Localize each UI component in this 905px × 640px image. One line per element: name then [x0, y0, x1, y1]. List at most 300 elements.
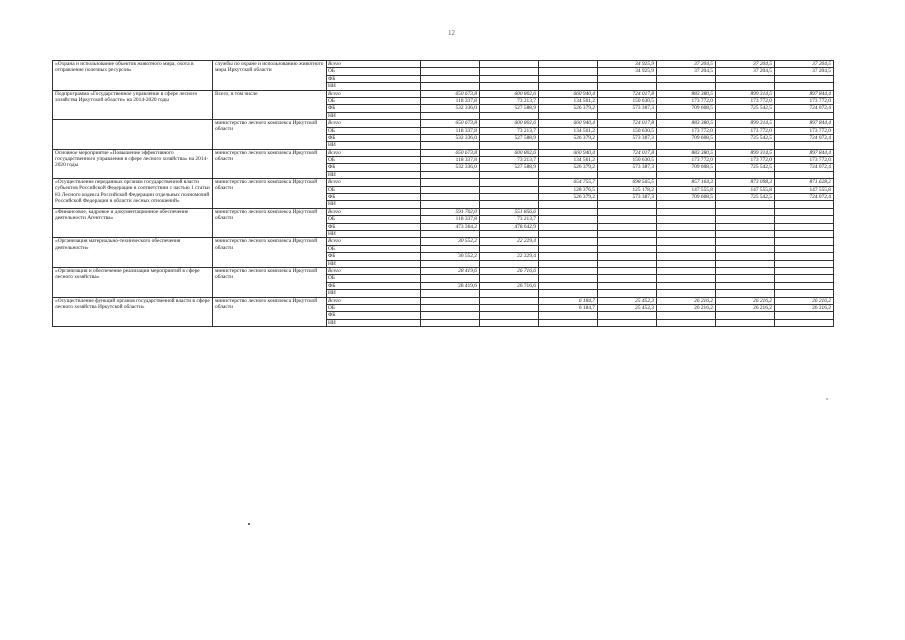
amount-cell	[539, 312, 598, 319]
funding-source-cell: ФБ	[327, 312, 421, 319]
amount-cell	[775, 282, 834, 289]
amount-cell	[480, 304, 539, 311]
amount-cell	[421, 142, 480, 149]
amount-cell: 28 419,6	[421, 267, 480, 274]
amount-cell	[775, 230, 834, 237]
funding-source-cell: ФБ	[327, 253, 421, 260]
amount-cell: 551 856,6	[480, 208, 539, 215]
amount-cell	[598, 282, 657, 289]
funding-source-cell: НИ	[327, 112, 421, 119]
amount-cell: 134 561,2	[539, 97, 598, 104]
executor-cell: Всего, в том числе	[213, 90, 327, 120]
amount-cell	[480, 179, 539, 186]
amount-cell: 650 673,8	[421, 90, 480, 97]
funding-source-cell: ФБ	[327, 134, 421, 141]
amount-cell: 724 072,4	[775, 105, 834, 112]
funding-source-cell: ОБ	[327, 245, 421, 252]
amount-cell: 871 628,2	[775, 179, 834, 186]
program-name-cell: «Осуществление переданных органам государственной власти субъектов Российской Федерации в соответствии с частью 1 статьи 83 Лесного кодекса Российской Федерации отдельных полномочий Российской Федерации в области лесных отношений»	[53, 179, 213, 209]
amount-cell: 26 216,2	[775, 304, 834, 311]
amount-cell: 654 755,7	[539, 179, 598, 186]
amount-cell	[775, 267, 834, 274]
amount-cell: 150 630,5	[598, 97, 657, 104]
amount-cell	[657, 267, 716, 274]
program-name-cell: «Организация материально-технического обеспечения деятельности»	[53, 238, 213, 268]
amount-cell: 725 542,5	[716, 194, 775, 201]
funding-source-cell: Всего	[327, 297, 421, 304]
amount-cell: 873 098,3	[716, 179, 775, 186]
amount-cell: 899 314,5	[716, 90, 775, 97]
funding-source-cell: НИ	[327, 230, 421, 237]
amount-cell	[775, 201, 834, 208]
funding-source-cell: ФБ	[327, 282, 421, 289]
amount-cell: 134 561,2	[539, 157, 598, 164]
amount-cell: 173 772,0	[716, 157, 775, 164]
amount-cell: 883 380,5	[657, 90, 716, 97]
amount-cell: 698 565,5	[598, 179, 657, 186]
amount-cell: 526 379,2	[539, 105, 598, 112]
amount-cell	[598, 112, 657, 119]
amount-cell	[657, 223, 716, 230]
funding-source-cell: ФБ	[327, 105, 421, 112]
amount-cell	[480, 112, 539, 119]
amount-cell	[657, 282, 716, 289]
amount-cell	[775, 260, 834, 267]
amount-cell: 591 702,0	[421, 208, 480, 215]
amount-cell	[716, 245, 775, 252]
amount-cell: 899 314,5	[716, 149, 775, 156]
amount-cell	[775, 223, 834, 230]
amount-cell	[480, 142, 539, 149]
amount-cell: 173 772,0	[775, 97, 834, 104]
amount-cell: 173 772,0	[716, 97, 775, 104]
amount-cell: 147 555,8	[775, 186, 834, 193]
amount-cell	[539, 208, 598, 215]
amount-cell: 650 673,8	[421, 120, 480, 127]
amount-cell	[657, 312, 716, 319]
amount-cell	[598, 75, 657, 82]
funding-source-cell: ФБ	[327, 75, 421, 82]
amount-cell	[421, 312, 480, 319]
amount-cell	[421, 112, 480, 119]
funding-source-cell: НИ	[327, 290, 421, 297]
amount-cell	[539, 112, 598, 119]
amount-cell: 26 716,6	[480, 282, 539, 289]
amount-cell: 118 337,8	[421, 216, 480, 223]
amount-cell	[657, 253, 716, 260]
amount-cell	[421, 275, 480, 282]
amount-cell	[775, 112, 834, 119]
amount-cell	[598, 319, 657, 326]
amount-cell: 532 336,0	[421, 134, 480, 141]
amount-cell	[539, 290, 598, 297]
funding-source-cell: ОБ	[327, 127, 421, 134]
amount-cell: 600 802,6	[480, 120, 539, 127]
amount-cell: 26 716,6	[480, 267, 539, 274]
amount-cell	[421, 290, 480, 297]
amount-cell	[775, 253, 834, 260]
amount-cell: 25 452,3	[598, 297, 657, 304]
amount-cell: 173 772,0	[657, 127, 716, 134]
amount-cell: 600 802,6	[480, 149, 539, 156]
amount-cell: 118 337,8	[421, 97, 480, 104]
amount-cell	[480, 290, 539, 297]
amount-cell: 26 216,2	[657, 304, 716, 311]
amount-cell	[775, 238, 834, 245]
amount-cell	[539, 245, 598, 252]
amount-cell	[539, 275, 598, 282]
amount-cell	[657, 230, 716, 237]
amount-cell	[716, 238, 775, 245]
amount-cell: 26 216,2	[716, 297, 775, 304]
amount-cell: 22 229,4	[480, 238, 539, 245]
amount-cell: 724 072,4	[775, 164, 834, 171]
amount-cell: 125 178,2	[598, 186, 657, 193]
amount-cell	[775, 142, 834, 149]
funding-source-cell: Всего	[327, 179, 421, 186]
amount-cell	[657, 275, 716, 282]
amount-cell	[598, 230, 657, 237]
amount-cell	[716, 282, 775, 289]
executor-cell: службы по охране и использованию животного мира Иркутской области	[213, 61, 327, 91]
amount-cell	[480, 297, 539, 304]
funding-source-cell: НИ	[327, 319, 421, 326]
amount-cell	[775, 290, 834, 297]
program-name-cell	[53, 120, 213, 150]
amount-cell: 526 379,2	[539, 194, 598, 201]
amount-cell: 573 387,3	[598, 105, 657, 112]
amount-cell: 6 184,7	[539, 297, 598, 304]
amount-cell	[480, 260, 539, 267]
funding-source-cell: ОБ	[327, 216, 421, 223]
amount-cell	[598, 290, 657, 297]
amount-cell	[421, 186, 480, 193]
amount-cell	[775, 319, 834, 326]
amount-cell	[716, 260, 775, 267]
amount-cell	[716, 312, 775, 319]
amount-cell	[716, 142, 775, 149]
amount-cell	[657, 208, 716, 215]
scan-speck	[248, 523, 250, 525]
amount-cell: 573 387,3	[598, 194, 657, 201]
amount-cell	[716, 290, 775, 297]
amount-cell: 147 555,8	[657, 186, 716, 193]
amount-cell: 73 213,7	[480, 216, 539, 223]
amount-cell	[716, 75, 775, 82]
amount-cell	[716, 112, 775, 119]
amount-cell: 527 588,9	[480, 164, 539, 171]
amount-cell: 173 772,0	[775, 157, 834, 164]
table-row	[53, 179, 834, 186]
executor-cell: министерство лесного комплекса Иркутской области	[213, 238, 327, 268]
amount-cell	[421, 68, 480, 75]
amount-cell	[716, 223, 775, 230]
program-name-cell: Основное мероприятие «Повышение эффективного государственного управления в сфере лесного хозяйства» на 2014-2020 годы	[53, 149, 213, 179]
amount-cell	[598, 267, 657, 274]
amount-cell	[539, 267, 598, 274]
amount-cell: 724 017,8	[598, 90, 657, 97]
amount-cell: 173 772,0	[657, 157, 716, 164]
amount-cell	[598, 275, 657, 282]
amount-cell: 37 204,5	[716, 61, 775, 68]
amount-cell	[480, 312, 539, 319]
amount-cell: 527 588,9	[480, 105, 539, 112]
page-number: 12	[448, 29, 455, 37]
amount-cell: 660 940,4	[539, 149, 598, 156]
amount-cell	[421, 319, 480, 326]
amount-cell	[480, 83, 539, 90]
amount-cell	[480, 201, 539, 208]
amount-cell: 173 772,0	[716, 127, 775, 134]
amount-cell: 709 608,5	[657, 164, 716, 171]
amount-cell	[657, 171, 716, 178]
amount-cell	[421, 194, 480, 201]
amount-cell	[775, 312, 834, 319]
amount-cell	[716, 208, 775, 215]
amount-cell: 73 213,7	[480, 97, 539, 104]
amount-cell	[539, 319, 598, 326]
amount-cell: 22 229,4	[480, 253, 539, 260]
table-row	[53, 297, 834, 304]
executor-cell: министерство лесного комплекса Иркутской области	[213, 149, 327, 179]
amount-cell	[539, 142, 598, 149]
amount-cell	[539, 238, 598, 245]
amount-cell	[539, 260, 598, 267]
amount-cell	[657, 260, 716, 267]
amount-cell: 147 555,8	[716, 186, 775, 193]
amount-cell	[539, 75, 598, 82]
amount-cell: 173 772,0	[657, 97, 716, 104]
amount-cell: 883 380,5	[657, 149, 716, 156]
amount-cell: 28 419,6	[421, 282, 480, 289]
funding-source-cell: Всего	[327, 149, 421, 156]
amount-cell: 724 017,8	[598, 149, 657, 156]
amount-cell: 532 336,0	[421, 164, 480, 171]
amount-cell: 857 164,3	[657, 179, 716, 186]
amount-cell	[539, 83, 598, 90]
amount-cell	[716, 201, 775, 208]
amount-cell	[598, 83, 657, 90]
amount-cell: 73 213,7	[480, 127, 539, 134]
amount-cell	[657, 245, 716, 252]
funding-source-cell: ФБ	[327, 194, 421, 201]
amount-cell: 134 561,2	[539, 127, 598, 134]
budget-table	[52, 60, 834, 327]
program-name-cell: «Охрана и использование объектов животного мира, охота в отправление полезных ресурсов»	[53, 61, 213, 91]
amount-cell	[539, 201, 598, 208]
amount-cell	[539, 171, 598, 178]
amount-cell	[657, 112, 716, 119]
amount-cell	[716, 171, 775, 178]
amount-cell: 724 017,8	[598, 120, 657, 127]
amount-cell: 573 387,3	[598, 134, 657, 141]
amount-cell	[421, 75, 480, 82]
amount-cell	[657, 75, 716, 82]
amount-cell	[480, 171, 539, 178]
funding-source-cell: ОБ	[327, 275, 421, 282]
amount-cell: 527 588,9	[480, 134, 539, 141]
program-name-cell: «Организация и обеспечение реализации мероприятий в сфере лесного хозяйства»	[53, 267, 213, 297]
amount-cell	[421, 260, 480, 267]
edge-mark: »	[826, 397, 829, 402]
executor-cell: министерство лесного комплекса Иркутской области	[213, 267, 327, 297]
funding-source-cell: Всего	[327, 208, 421, 215]
program-name-cell: Подпрограмма «Государственное управление в сфере лесного хозяйства Иркутской области» на 2014-2020 годы	[53, 90, 213, 120]
amount-cell: 897 844,4	[775, 149, 834, 156]
funding-source-cell: НИ	[327, 201, 421, 208]
amount-cell: 34 925,9	[598, 61, 657, 68]
amount-cell: 173 772,0	[775, 127, 834, 134]
table-row	[53, 149, 834, 156]
amount-cell	[716, 216, 775, 223]
amount-cell	[598, 201, 657, 208]
amount-cell	[421, 245, 480, 252]
amount-cell	[539, 282, 598, 289]
amount-cell	[775, 216, 834, 223]
program-name-cell: «Осуществление функций органов государственной власти в сфере лесного хозяйства Иркутской области»	[53, 297, 213, 327]
amount-cell	[775, 83, 834, 90]
funding-source-cell: НИ	[327, 83, 421, 90]
amount-cell	[716, 83, 775, 90]
amount-cell: 897 844,4	[775, 90, 834, 97]
table-row	[53, 267, 834, 274]
funding-source-cell: Всего	[327, 90, 421, 97]
amount-cell	[775, 275, 834, 282]
amount-cell: 118 337,8	[421, 127, 480, 134]
amount-cell	[539, 253, 598, 260]
amount-cell	[480, 245, 539, 252]
table-row	[53, 120, 834, 127]
amount-cell: 709 608,5	[657, 194, 716, 201]
amount-cell: 725 542,5	[716, 134, 775, 141]
amount-cell	[598, 208, 657, 215]
amount-cell	[421, 171, 480, 178]
amount-cell	[598, 171, 657, 178]
amount-cell: 26 216,2	[657, 297, 716, 304]
funding-source-cell: ФБ	[327, 223, 421, 230]
amount-cell	[598, 223, 657, 230]
amount-cell: 883 380,5	[657, 120, 716, 127]
table-row	[53, 61, 834, 68]
amount-cell	[480, 186, 539, 193]
amount-cell: 532 336,0	[421, 105, 480, 112]
amount-cell	[775, 171, 834, 178]
amount-cell	[539, 223, 598, 230]
amount-cell: 37 204,5	[657, 61, 716, 68]
funding-source-cell: ОБ	[327, 68, 421, 75]
amount-cell: 526 379,2	[539, 134, 598, 141]
amount-cell	[775, 208, 834, 215]
amount-cell	[598, 312, 657, 319]
funding-source-cell: Всего	[327, 238, 421, 245]
amount-cell: 37 204,5	[657, 68, 716, 75]
amount-cell	[716, 275, 775, 282]
amount-cell	[480, 230, 539, 237]
amount-cell: 725 542,5	[716, 164, 775, 171]
amount-cell	[657, 216, 716, 223]
amount-cell	[598, 216, 657, 223]
executor-cell: министерство лесного комплекса Иркутской области	[213, 120, 327, 150]
amount-cell	[716, 230, 775, 237]
amount-cell: 37 204,5	[775, 68, 834, 75]
amount-cell	[657, 319, 716, 326]
amount-cell	[716, 267, 775, 274]
amount-cell: 128 376,5	[539, 186, 598, 193]
amount-cell: 709 608,5	[657, 105, 716, 112]
amount-cell	[598, 245, 657, 252]
funding-source-cell: ОБ	[327, 157, 421, 164]
amount-cell	[421, 304, 480, 311]
executor-cell: министерство лесного комплекса Иркутской области	[213, 179, 327, 209]
amount-cell: 30 552,2	[421, 238, 480, 245]
program-name-cell: «Финансовое, кадровое и документационное обеспечение деятельности Агентства»	[53, 208, 213, 238]
amount-cell	[421, 83, 480, 90]
amount-cell: 899 314,5	[716, 120, 775, 127]
amount-cell: 573 387,3	[598, 164, 657, 171]
amount-cell: 34 925,9	[598, 68, 657, 75]
funding-source-cell: ОБ	[327, 97, 421, 104]
amount-cell	[480, 319, 539, 326]
table-row	[53, 238, 834, 245]
amount-cell	[716, 319, 775, 326]
amount-cell: 26 216,2	[775, 297, 834, 304]
amount-cell	[421, 201, 480, 208]
amount-cell: 118 337,8	[421, 157, 480, 164]
funding-source-cell: НИ	[327, 142, 421, 149]
amount-cell	[657, 201, 716, 208]
amount-cell	[480, 68, 539, 75]
amount-cell	[598, 238, 657, 245]
amount-cell	[598, 253, 657, 260]
amount-cell	[480, 275, 539, 282]
amount-cell: 709 608,5	[657, 134, 716, 141]
amount-cell	[421, 230, 480, 237]
amount-cell	[421, 179, 480, 186]
amount-cell: 600 802,6	[480, 90, 539, 97]
table-row	[53, 208, 834, 215]
amount-cell	[421, 61, 480, 68]
amount-cell	[539, 68, 598, 75]
amount-cell	[480, 75, 539, 82]
funding-source-cell: ОБ	[327, 186, 421, 193]
amount-cell: 473 364,2	[421, 223, 480, 230]
funding-source-cell: ОБ	[327, 304, 421, 311]
amount-cell	[657, 83, 716, 90]
funding-source-cell: НИ	[327, 260, 421, 267]
amount-cell: 150 630,5	[598, 157, 657, 164]
executor-cell: министерство лесного комплекса Иркутской области	[213, 208, 327, 238]
amount-cell: 478 642,9	[480, 223, 539, 230]
funding-source-cell: Всего	[327, 61, 421, 68]
amount-cell: 660 940,4	[539, 90, 598, 97]
amount-cell	[657, 238, 716, 245]
amount-cell	[775, 245, 834, 252]
amount-cell: 30 552,2	[421, 253, 480, 260]
amount-cell: 650 673,8	[421, 149, 480, 156]
amount-cell	[480, 61, 539, 68]
amount-cell: 25 452,3	[598, 304, 657, 311]
amount-cell: 724 072,4	[775, 134, 834, 141]
amount-cell	[775, 75, 834, 82]
funding-source-cell: Всего	[327, 267, 421, 274]
amount-cell: 725 542,5	[716, 105, 775, 112]
amount-cell: 526 379,2	[539, 164, 598, 171]
amount-cell: 37 204,5	[716, 68, 775, 75]
amount-cell	[421, 297, 480, 304]
funding-source-cell: ФБ	[327, 164, 421, 171]
amount-cell: 6 184,7	[539, 304, 598, 311]
funding-source-cell: НИ	[327, 171, 421, 178]
